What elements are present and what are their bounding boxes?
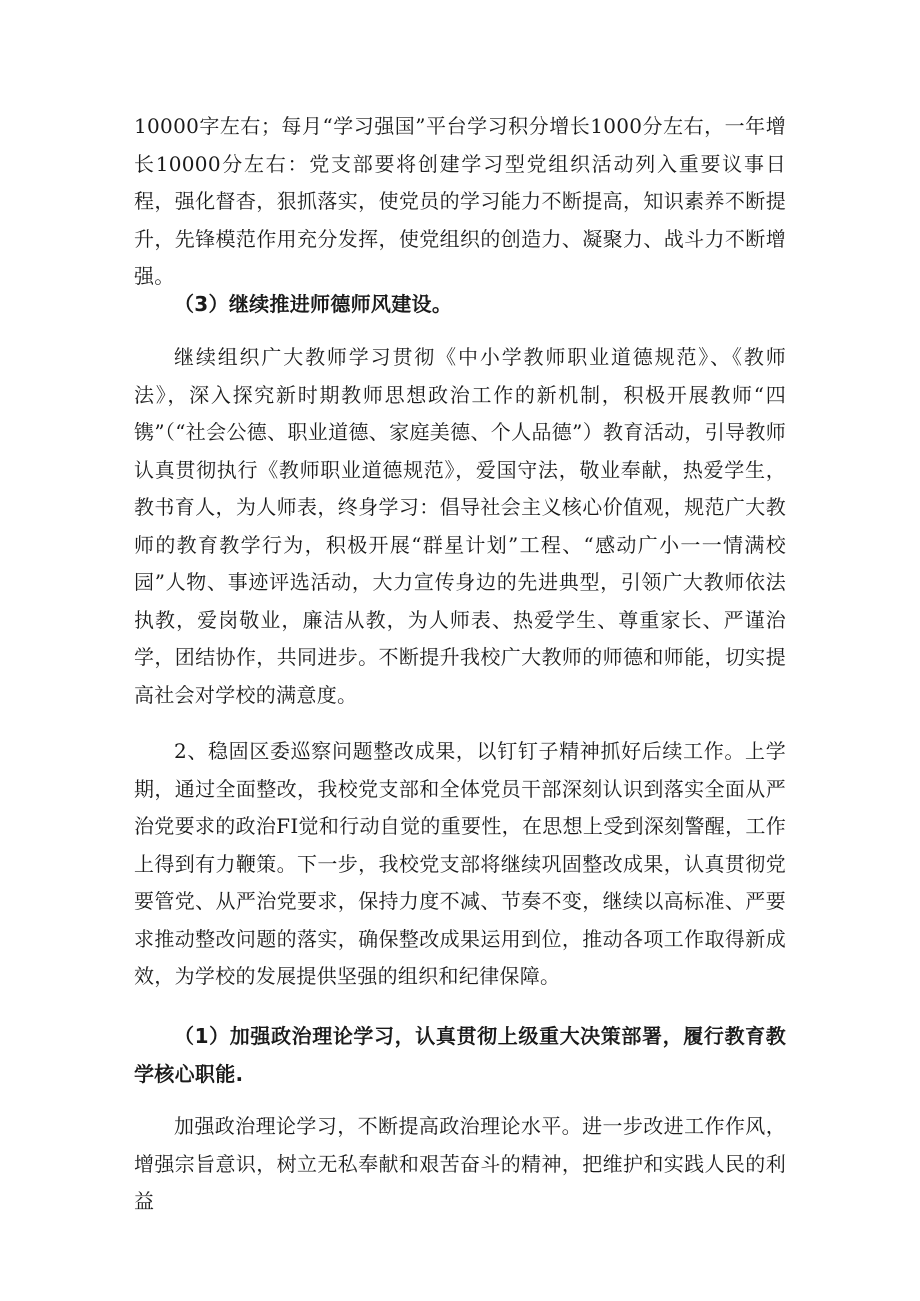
subheading-political-theory: （1）加强政治理论学习，认真贯彻上级重大决策部署，履行教育教学核心职能. — [134, 1024, 786, 1086]
paragraph-teacher-ethics: 继续组织广大教师学习贯彻《中小学教师职业道德规范》、《教师法》，深入探究新时期教师思想政治工作的新机制，积极开展教师“四镌”（“社会公德、职业道德、家庭美德、个人品德”）教育活动，引导教师认真贯彻执行《教师职业道德规范》，爱国守法，敬业奉献，热爱学生，教书育人，为人师表，终身学习：倡导社会主义核心价值观，规范广大教师的教育教学行为，积极开展“群星计划”工程、“感动广小一一情满校园”人物、事迹评选活动，大力宣传身边的先进典型，引领广大教师依法执教，爱岗敬业，廉洁从教，为人师表、热爱学生、尊重家长、严谨治学，团结协作，共同进步。不断提升我校广大教师的师德和师能，切实提高社会对学校的满意度。 — [134, 345, 786, 707]
paragraph-rectification: 2、稳固区委巡察问题整改成果，以钉钉子精神抓好后续工作。上学期，通过全面整改，我校党支部和全体党员干部深刻认识到落实全面从严治党要求的政治FI觉和行动自觉的重要性，在思想上受到深刻警醒，工作上得到有力鞭策。下一步，我校党支部将继续巩固整改成果，认真贯彻党要管党、从严治党要求，保持力度不减、节奏不变，继续以高标准、严要求推动整改问题的落实，确保整改成果运用到位，推动各项工作取得新成效，为学校的发展提供坚强的组织和纪律保障。 — [134, 739, 786, 988]
paragraph-study-points: 10000字左右；每月“学习强国”平台学习积分增长1000分左右，一年增长10000分左右：党支部要将创建学习型党组织活动列入重要议事日程，强化督杳，狠抓落实，使党员的学习能力不断提高，知识素养不断提升，先锋模范作用充分发挥，使党组织的创造力、凝聚力、战斗力不断增强。 — [134, 114, 786, 288]
subheading-teacher-ethics: （3）继续推进师德师风建设。 — [174, 292, 453, 316]
paragraph-political-theory: 加强政治理论学习，不断提高政治理论水平。进一步改进工作作风，增强宗旨意识，树立无私奉献和艰苦奋斗的精神，把维护和实践人民的利益 — [134, 1114, 786, 1213]
